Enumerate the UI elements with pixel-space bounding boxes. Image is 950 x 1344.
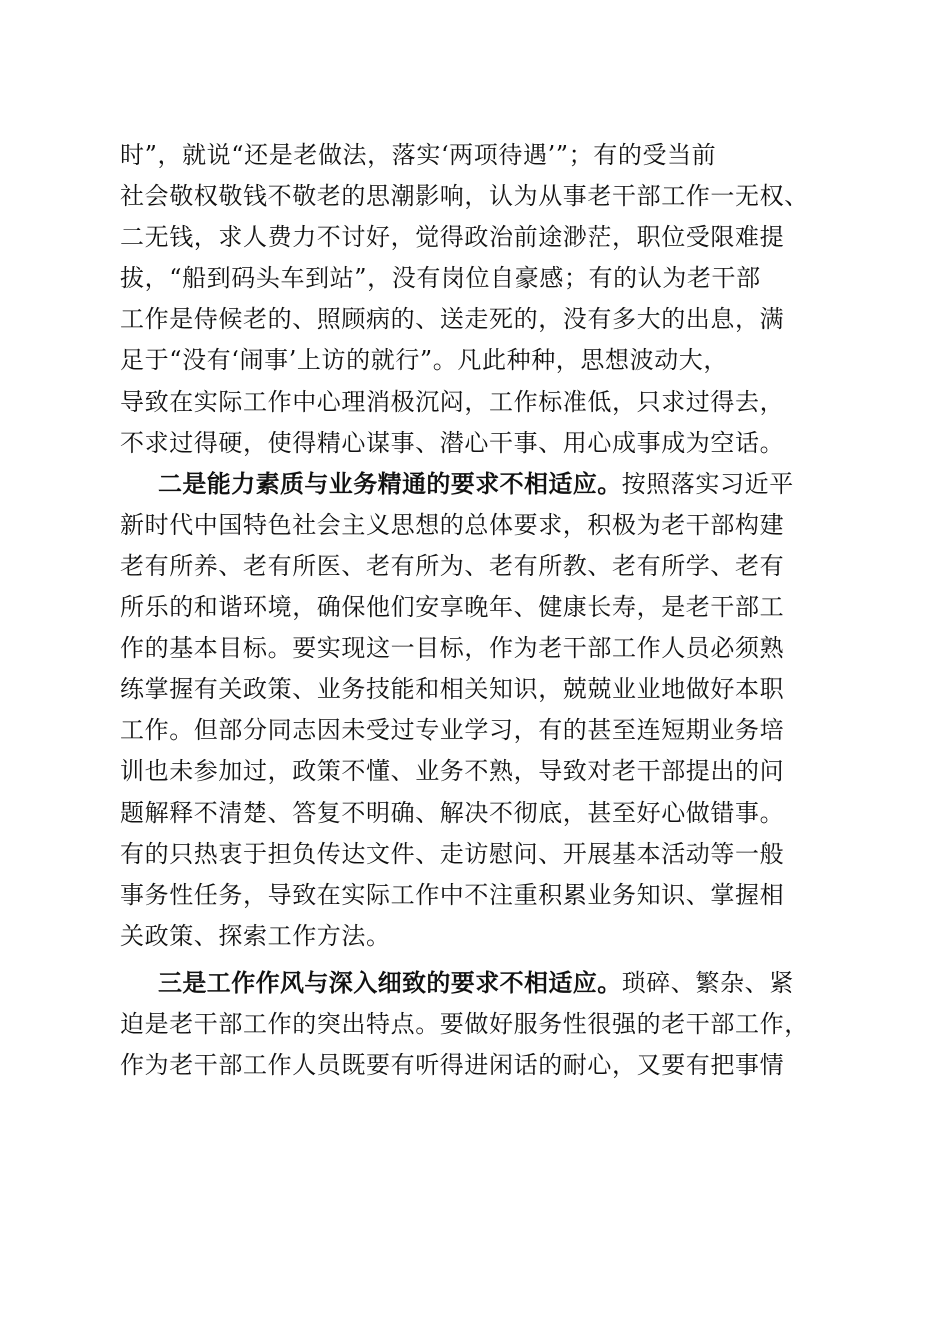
text-line: 作的基本目标。要实现这一目标，作为老干部工作人员必须熟 <box>120 634 785 663</box>
text-line: 事务性任务，导致在实际工作中不注重积累业务知识、掌握相 <box>120 880 785 909</box>
text-line: 练掌握有关政策、业务技能和相关知识，兢兢业业地做好本职 <box>120 675 785 704</box>
paragraph-3 <box>120 963 830 1086</box>
text-line: 足于“没有‘闹事’上访的就行”。凡此种种，思想波动大， <box>120 346 728 375</box>
text-line: 导致在实际工作中心理消极沉闷，工作标准低，只求过得去， <box>120 387 785 416</box>
text-line: 老有所养、老有所医、老有所为、老有所教、老有所学、老有 <box>120 551 785 580</box>
paragraph-2 <box>120 464 830 957</box>
text-line: 所乐的和谐环境，确保他们安享晚年、健康长寿，是老干部工 <box>120 593 785 622</box>
text-line: 时”，就说“还是老做法，落实‘两项待遇’”；有的受当前 <box>120 141 717 169</box>
document-body <box>120 135 830 1086</box>
paragraph-lead-text: 琐碎、繁杂、紧 <box>621 968 794 997</box>
text-line: 关政策、探索工作方法。 <box>120 921 391 950</box>
text-line: 不求过得硬，使得精心谋事、潜心干事、用心成事成为空话。 <box>120 428 785 457</box>
text-line: 训也未参加过，政策不懂、业务不熟，导致对老干部提出的问 <box>120 757 785 786</box>
text-line: 迫是老干部工作的突出特点。要做好服务性很强的老干部工作， <box>120 1009 809 1038</box>
paragraph-first-line <box>120 464 830 505</box>
paragraph-heading: 三是工作作风与深入细致的要求不相适应。 <box>158 968 622 997</box>
text-line: 有的只热衷于担负传达文件、走访慰问、开展基本活动等一般 <box>120 839 785 868</box>
paragraph-first-line <box>120 963 830 1004</box>
text-line: 二无钱，求人费力不讨好，觉得政治前途渺茫，职位受限难提 <box>120 223 785 252</box>
text-line: 题解释不清楚、答复不明确、解决不彻底，甚至好心做错事。 <box>120 798 785 827</box>
text-line: 新时代中国特色社会主义思想的总体要求，积极为老干部构建 <box>120 510 785 539</box>
paragraph-1 <box>120 135 830 464</box>
text-line: 作为老干部工作人员既要有听得进闲话的耐心，又要有把事情 <box>120 1051 785 1080</box>
text-line: 工作。但部分同志因未受过专业学习，有的甚至连短期业务培 <box>120 716 785 745</box>
text-line: 社会敬权敬钱不敬老的思潮影响，认为从事老干部工作一无权、 <box>120 182 809 211</box>
paragraph-lead-text: 按照落实习近平 <box>621 469 794 498</box>
paragraph-heading: 二是能力素质与业务精通的要求不相适应。 <box>158 469 622 498</box>
text-line: 拔，“船到码头车到站”，没有岗位自豪感；有的认为老干部 <box>120 264 761 293</box>
text-line: 工作是侍候老的、照顾病的、送走死的，没有多大的出息，满 <box>120 305 785 334</box>
